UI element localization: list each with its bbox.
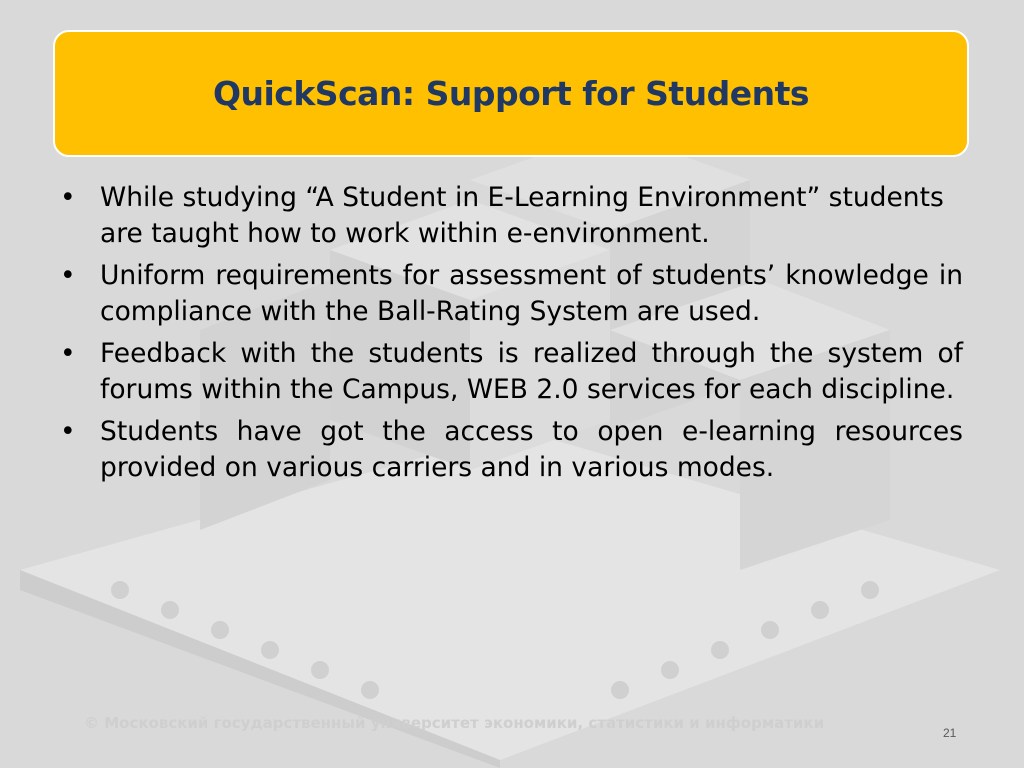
- bullet-item: [58, 180, 963, 252]
- footer-copyright: © Московский государственный университет экономики, статистики и информатики: [84, 714, 825, 732]
- bullet-item: [58, 414, 963, 486]
- page-number: 21: [943, 726, 957, 740]
- bullet-dot-icon: •: [60, 416, 76, 447]
- bullet-item: [58, 258, 963, 330]
- bullet-list: [58, 180, 963, 492]
- bullet-text: While studying “A Student in E-Learning Environment” students are taught how to work within e-environment.: [100, 182, 944, 249]
- bullet-text: Students have got the access to open e-learning resources provided on various carriers and in various modes.: [100, 416, 963, 483]
- bullet-dot-icon: •: [60, 182, 76, 213]
- bullet-dot-icon: •: [60, 338, 76, 369]
- bullet-dot-icon: •: [60, 260, 76, 291]
- bullet-item: [58, 336, 963, 408]
- slide-title: QuickScan: Support for Students: [212, 74, 810, 113]
- bullet-text: Feedback with the students is realized through the system of forums within the Campus, WEB 2.0 services for each discipline.: [100, 338, 963, 405]
- bullet-text: Uniform requirements for assessment of students’ knowledge in compliance with the Ball-Rating System are used.: [100, 260, 963, 327]
- title-banner: [53, 30, 969, 157]
